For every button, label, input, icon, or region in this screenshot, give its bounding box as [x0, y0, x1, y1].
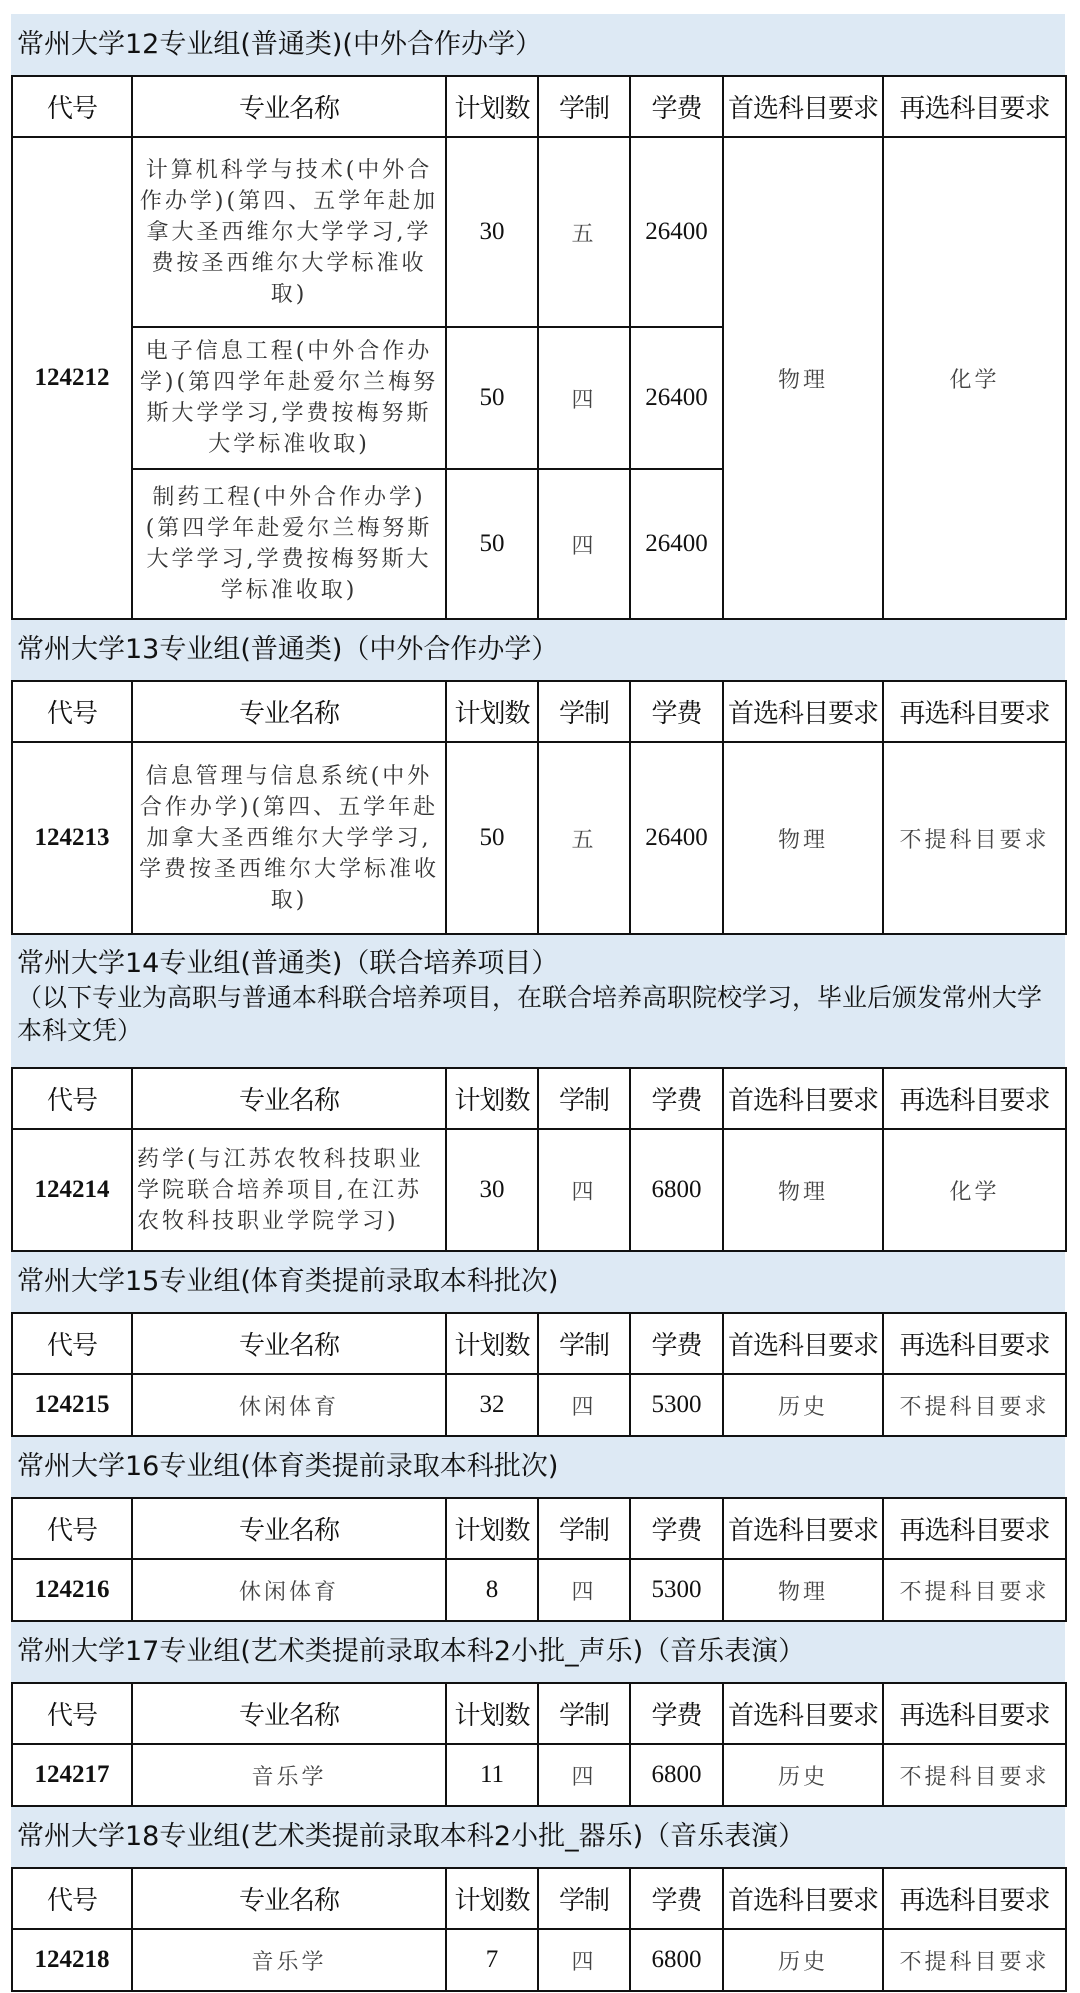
header-second-subject: 再选科目要求	[883, 76, 1066, 137]
first-subject: 历史	[723, 1374, 883, 1436]
section-title-text: 常州大学12专业组(普通类)(中外合作办学）	[17, 28, 542, 60]
header-first-subject: 首选科目要求	[723, 76, 883, 137]
first-subject: 物理	[723, 137, 883, 619]
header-plan-count: 计划数	[446, 1498, 538, 1559]
table-row	[12, 137, 1066, 327]
header-duration: 学制	[538, 1068, 630, 1129]
header-second-subject: 再选科目要求	[883, 1683, 1066, 1744]
major-table	[11, 1312, 1067, 1437]
header-first-subject: 首选科目要求	[723, 1313, 883, 1374]
plan-count: 32	[446, 1374, 538, 1436]
header-code: 代号	[12, 681, 132, 742]
major-name: 信息管理与信息系统(中外合作办学)(第四、五学年赴加拿大圣西维尔大学学习,学费按圣西维尔大学标准收取)	[132, 742, 446, 934]
header-tuition: 学费	[630, 1683, 723, 1744]
header-second-subject: 再选科目要求	[883, 1868, 1066, 1929]
first-subject: 物理	[723, 1559, 883, 1621]
first-subject: 物理	[723, 742, 883, 934]
header-plan-count: 计划数	[446, 1068, 538, 1129]
section-group-15	[11, 1252, 1065, 1437]
header-plan-count: 计划数	[446, 681, 538, 742]
section-group-16	[11, 1437, 1065, 1622]
header-second-subject: 再选科目要求	[883, 1068, 1066, 1129]
header-code: 代号	[12, 1868, 132, 1929]
section-group-18	[11, 1807, 1065, 1992]
major-table	[11, 680, 1067, 935]
major-name: 计算机科学与技术(中外合作办学)(第四、五学年赴加拿大圣西维尔大学学习,学费按圣西维尔大学标准收取)	[132, 137, 446, 327]
major-table	[11, 1682, 1067, 1807]
plan-count: 30	[446, 1129, 538, 1251]
tuition: 5300	[630, 1374, 723, 1436]
major-code: 124214	[12, 1129, 132, 1251]
second-subject: 化学	[883, 137, 1066, 619]
header-first-subject: 首选科目要求	[723, 681, 883, 742]
table-row	[12, 1744, 1066, 1806]
major-table	[11, 75, 1067, 620]
plan-count: 11	[446, 1744, 538, 1806]
plan-count: 8	[446, 1559, 538, 1621]
table-row	[12, 1559, 1066, 1621]
second-subject: 不提科目要求	[883, 742, 1066, 934]
major-name: 音乐学	[132, 1929, 446, 1991]
header-duration: 学制	[538, 76, 630, 137]
header-tuition: 学费	[630, 1313, 723, 1374]
table-row	[12, 742, 1066, 934]
header-major-name: 专业名称	[132, 1068, 446, 1129]
plan-count: 7	[446, 1929, 538, 1991]
section-title-text: 常州大学14专业组(普通类)（联合培养项目）	[17, 948, 559, 979]
major-code: 124218	[12, 1929, 132, 1991]
table-header-row	[12, 1068, 1066, 1129]
header-tuition: 学费	[630, 1068, 723, 1129]
header-code: 代号	[12, 76, 132, 137]
section-group-14	[11, 935, 1065, 1252]
plan-count: 50	[446, 469, 538, 619]
plan-count: 50	[446, 327, 538, 469]
section-title-text: 常州大学15专业组(体育类提前录取本科批次)	[17, 1266, 559, 1297]
header-first-subject: 首选科目要求	[723, 1068, 883, 1129]
major-code: 124217	[12, 1744, 132, 1806]
header-plan-count: 计划数	[446, 1313, 538, 1374]
admission-plan-document	[11, 14, 1065, 1992]
tuition: 5300	[630, 1559, 723, 1621]
table-header-row	[12, 681, 1066, 742]
tuition: 6800	[630, 1744, 723, 1806]
major-code: 124212	[12, 137, 132, 619]
table-header-row	[12, 1313, 1066, 1374]
section-title	[11, 1437, 1065, 1497]
tuition: 6800	[630, 1129, 723, 1251]
major-code: 124216	[12, 1559, 132, 1621]
header-first-subject: 首选科目要求	[723, 1683, 883, 1744]
first-subject: 历史	[723, 1744, 883, 1806]
section-title	[11, 1252, 1065, 1312]
header-major-name: 专业名称	[132, 1498, 446, 1559]
duration: 四	[538, 1129, 630, 1251]
major-name: 药学(与江苏农牧科技职业学院联合培养项目,在江苏农牧科技职业学院学习)	[132, 1129, 446, 1251]
major-name: 电子信息工程(中外合作办学)(第四学年赴爱尔兰梅努斯大学学习,学费按梅努斯大学标准收取)	[132, 327, 446, 469]
second-subject: 不提科目要求	[883, 1559, 1066, 1621]
table-header-row	[12, 1683, 1066, 1744]
first-subject: 历史	[723, 1929, 883, 1991]
plan-count: 30	[446, 137, 538, 327]
plan-count: 50	[446, 742, 538, 934]
second-subject: 不提科目要求	[883, 1374, 1066, 1436]
section-title-text: 常州大学17专业组(艺术类提前录取本科2小批_声乐)（音乐表演）	[17, 1636, 806, 1667]
major-name: 休闲体育	[132, 1374, 446, 1436]
duration: 四	[538, 327, 630, 469]
table-header-row	[12, 1868, 1066, 1929]
header-duration: 学制	[538, 1683, 630, 1744]
header-first-subject: 首选科目要求	[723, 1868, 883, 1929]
table-header-row	[12, 1498, 1066, 1559]
section-group-17	[11, 1622, 1065, 1807]
table-row	[12, 1129, 1066, 1251]
section-title	[11, 935, 1065, 1067]
header-tuition: 学费	[630, 681, 723, 742]
major-name: 制药工程(中外合作办学)(第四学年赴爱尔兰梅努斯大学学习,学费按梅努斯大学标准收取)	[132, 469, 446, 619]
header-duration: 学制	[538, 1498, 630, 1559]
section-title	[11, 620, 1065, 680]
major-code: 124215	[12, 1374, 132, 1436]
header-code: 代号	[12, 1683, 132, 1744]
major-table	[11, 1867, 1067, 1992]
header-second-subject: 再选科目要求	[883, 681, 1066, 742]
header-first-subject: 首选科目要求	[723, 1498, 883, 1559]
major-name: 休闲体育	[132, 1559, 446, 1621]
duration: 四	[538, 1559, 630, 1621]
header-plan-count: 计划数	[446, 1683, 538, 1744]
table-row	[12, 1374, 1066, 1436]
duration: 四	[538, 1374, 630, 1436]
header-tuition: 学费	[630, 1498, 723, 1559]
header-second-subject: 再选科目要求	[883, 1498, 1066, 1559]
section-title	[11, 14, 1065, 75]
header-code: 代号	[12, 1313, 132, 1374]
section-title	[11, 1622, 1065, 1682]
header-duration: 学制	[538, 1868, 630, 1929]
header-plan-count: 计划数	[446, 76, 538, 137]
second-subject: 不提科目要求	[883, 1929, 1066, 1991]
major-code: 124213	[12, 742, 132, 934]
header-major-name: 专业名称	[132, 1683, 446, 1744]
header-major-name: 专业名称	[132, 76, 446, 137]
major-name: 音乐学	[132, 1744, 446, 1806]
duration: 四	[538, 469, 630, 619]
section-title-text: 常州大学13专业组(普通类)（中外合作办学）	[17, 634, 559, 665]
duration: 五	[538, 742, 630, 934]
header-code: 代号	[12, 1068, 132, 1129]
major-table	[11, 1067, 1067, 1252]
section-group-13	[11, 620, 1065, 935]
major-table	[11, 1497, 1067, 1622]
header-major-name: 专业名称	[132, 1313, 446, 1374]
header-duration: 学制	[538, 1313, 630, 1374]
duration: 四	[538, 1929, 630, 1991]
tuition: 26400	[630, 327, 723, 469]
header-tuition: 学费	[630, 76, 723, 137]
section-title	[11, 1807, 1065, 1867]
header-tuition: 学费	[630, 1868, 723, 1929]
second-subject: 不提科目要求	[883, 1744, 1066, 1806]
table-row	[12, 1929, 1066, 1991]
tuition: 6800	[630, 1929, 723, 1991]
tuition: 26400	[630, 137, 723, 327]
first-subject: 物理	[723, 1129, 883, 1251]
header-plan-count: 计划数	[446, 1868, 538, 1929]
header-major-name: 专业名称	[132, 1868, 446, 1929]
section-title-text: 常州大学16专业组(体育类提前录取本科批次)	[17, 1451, 559, 1482]
duration: 五	[538, 137, 630, 327]
section-group-12	[11, 14, 1065, 620]
table-header-row	[12, 76, 1066, 137]
section-subtitle-text: （以下专业为高职与普通本科联合培养项目，在联合培养高职院校学习，毕业后颁发常州大学本科文凭）	[17, 983, 1043, 1045]
header-code: 代号	[12, 1498, 132, 1559]
duration: 四	[538, 1744, 630, 1806]
section-title-text: 常州大学18专业组(艺术类提前录取本科2小批_器乐)（音乐表演）	[17, 1821, 806, 1852]
header-duration: 学制	[538, 681, 630, 742]
header-second-subject: 再选科目要求	[883, 1313, 1066, 1374]
second-subject: 化学	[883, 1129, 1066, 1251]
tuition: 26400	[630, 742, 723, 934]
tuition: 26400	[630, 469, 723, 619]
header-major-name: 专业名称	[132, 681, 446, 742]
